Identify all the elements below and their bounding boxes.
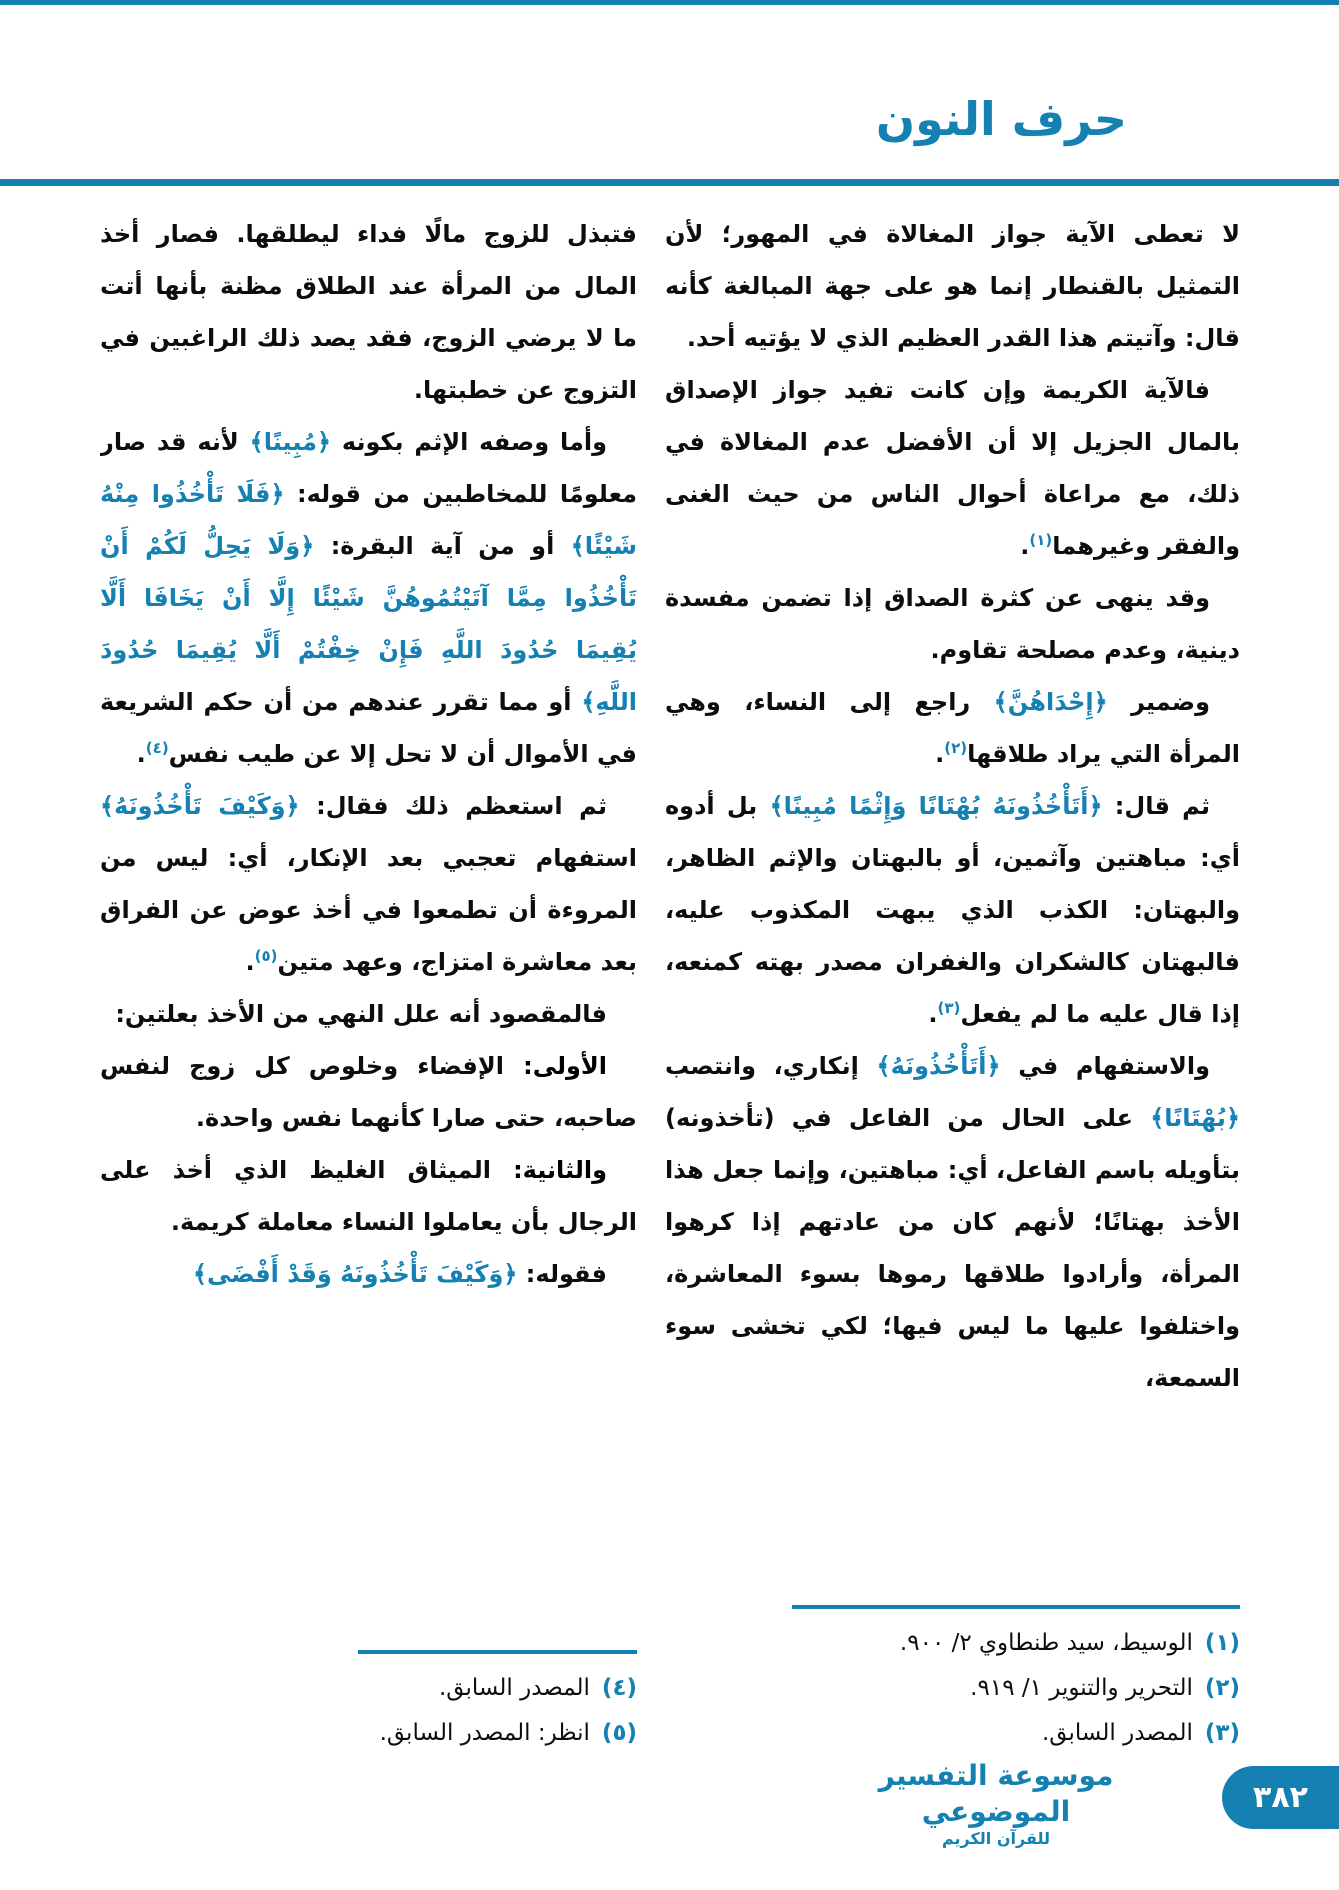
footnote-ref: (٥): [254, 947, 278, 965]
paragraph: [665, 364, 1240, 572]
header-divider: [0, 179, 1339, 186]
body-text: والاستفهام في: [1000, 1052, 1211, 1080]
body-text: ثم استعظم ذلك فقال:: [299, 792, 607, 820]
quran-quote: ﴿وَلَا يَحِلُّ لَكُمْ أَنْ تَأْخُذُوا مِمَّا آتَيْتُمُوهُنَّ شَيْئًا إِلَّا أَنْ يَخَافَا أَلَّا يُقِيمَا حُدُودَ اللَّهِ فَإِنْ خِفْتُمْ أَلَّا يُقِيمَا حُدُودَ اللَّهِ﴾: [100, 532, 637, 716]
body-text: أو مما تقرر عندهم من أن حكم الشريعة في الأموال أن لا تحل إلا عن طيب نفس: [100, 688, 637, 768]
paragraph: [100, 416, 637, 780]
body-text: أو من آية البقرة:: [314, 532, 571, 560]
footnote-divider: [792, 1605, 1241, 1609]
quran-quote: ﴿فَلَا تَأْخُذُوا مِنْهُ شَيْئًا﴾: [100, 480, 637, 560]
quran-quote: ﴿أَتَأْخُذُونَهُ﴾: [876, 1052, 1001, 1080]
body-text: وضمير: [1107, 688, 1211, 716]
quran-quote: ﴿بُهْتَانًا﴾: [1150, 1104, 1240, 1132]
body-text: بل أدوه أي: مباهتين وآثمين، أو بالبهتان والإثم الظاهر، والبهتان: الكذب الذي يبهت المكذوب عليه، فالبهتان كالشكران والغفران مصدر بهته كمنعه، إذا قال عليه ما لم يفعل: [665, 792, 1240, 1028]
footnote-number: (١): [1204, 1630, 1240, 1656]
quran-quote: ﴿وَكَيْفَ تَأْخُذُونَهُ﴾: [100, 792, 300, 820]
page-content: [100, 208, 1240, 1756]
paragraph: [100, 988, 637, 1040]
column-right-paragraphs: [665, 208, 1240, 1599]
footnote: [665, 1621, 1240, 1666]
paragraph: [100, 1144, 637, 1248]
column-right: [665, 208, 1240, 1756]
footnote-text: الوسيط، سيد طنطاوي ٢/ ٩٠٠.: [899, 1630, 1193, 1656]
body-text: استفهام تعجبي بعد الإنكار، أي: ليس من المروءة أن تطمعوا في أخذ عوض عن الفراق بعد معاشرة امتزاج، وعهد متين: [100, 844, 637, 976]
chapter-heading: حرف النون: [875, 92, 1127, 146]
paragraph: [100, 208, 637, 416]
footnote-number: (٢): [1204, 1675, 1240, 1701]
paragraph: [665, 1040, 1240, 1404]
publisher-logo: [821, 1758, 1171, 1848]
body-text: راجع إلى النساء، وهي المرأة التي يراد طلاقها: [665, 688, 1240, 768]
body-text: لا تعطى الآية جواز المغالاة في المهور؛ لأن التمثيل بالقنطار إنما هو على جهة المبالغة كأنه قال: وآتيتم هذا القدر العظيم الذي لا يؤتيه أحد.: [665, 220, 1240, 352]
paragraph: [665, 572, 1240, 676]
body-text: الميثاق الغليظ الذي أخذ على الرجال بأن يعاملوا النساء معاملة كريمة.: [100, 1156, 637, 1236]
paragraph: [100, 1040, 637, 1144]
quran-quote: ﴿وَكَيْفَ تَأْخُذُونَهُ وَقَدْ أَفْضَى﴾: [192, 1260, 518, 1288]
column-left-paragraphs: [100, 208, 637, 1644]
body-text: وقد ينهى عن كثرة الصداق إذا تضمن مفسدة دينية، وعدم مصلحة تقاوم.: [665, 584, 1240, 664]
footnote-text: المصدر السابق.: [1041, 1720, 1193, 1746]
quran-quote: ﴿مُبِينًا﴾: [249, 428, 332, 456]
body-text: فقوله:: [517, 1260, 607, 1288]
footnote: [665, 1666, 1240, 1711]
column-right-footnote-list: [665, 1621, 1240, 1756]
page-number: ٣٨٢: [1253, 1780, 1308, 1815]
body-text: الإفضاء وخلوص كل زوج لنفس صاحبه، حتى صارا كأنهما نفس واحدة.: [100, 1052, 637, 1132]
footnote: [665, 1711, 1240, 1756]
body-text: إنكاري، وانتصب: [665, 1052, 877, 1080]
paragraph: [100, 1248, 637, 1300]
publisher-logo-title: موسوعة التفسير الموضوعي: [878, 1759, 1114, 1829]
column-left: [100, 208, 637, 1756]
paragraph: [665, 676, 1240, 780]
emphasis-text: الأولى:: [523, 1052, 607, 1080]
body-text: فالآية الكريمة وإن كانت تفيد جواز الإصداق بالمال الجزيل إلا أن الأفضل عدم المغالاة في ذلك، مع مراعاة أحوال الناس من حيث الغنى والفقر وغيرهما: [665, 376, 1240, 560]
body-text: فتبذل للزوج مالًا فداء ليطلقها. فصار أخذ المال من المرأة عند الطلاق مظنة بأنها أتت ما لا يرضي الزوج، فقد يصد ذلك الراغبين في التزوج عن خطبتها.: [100, 220, 637, 404]
emphasis-text: والثانية:: [513, 1156, 607, 1184]
footnote-number: (٥): [601, 1720, 637, 1746]
column-left-footnote-list: [100, 1666, 637, 1756]
footnote-text: انظر: المصدر السابق.: [379, 1720, 590, 1746]
body-text: .: [928, 1000, 938, 1028]
publisher-logo-subtitle: للقرآن الكريم: [941, 1828, 1051, 1848]
body-text: فالمقصود أنه علل النهي من الأخذ بعلتين:: [115, 1000, 607, 1028]
footnote-ref: (١): [1029, 531, 1053, 549]
body-text: ثم قال:: [1102, 792, 1210, 820]
footnote-number: (٤): [601, 1675, 637, 1701]
quran-quote: ﴿أَتَأْخُذُونَهُ بُهْتَانًا وَإِثْمًا مُبِينًا﴾: [769, 792, 1103, 820]
body-text: .: [136, 740, 146, 768]
body-text: على الحال من الفاعل في (تأخذونه) بتأويله باسم الفاعل، أي: مباهتين، وإنما جعل هذا الأخذ بهتانًا؛ لأنهم كان من عادتهم إذا كرهوا المرأة، وأرادوا طلاقها رموها بسوء المعاشرة، واختلفوا عليها ما ليس فيها؛ لكي تخشى سوء السمعة،: [665, 1104, 1240, 1392]
paragraph: [665, 208, 1240, 364]
paragraph: [100, 780, 637, 988]
top-border: [0, 0, 1339, 5]
footnote-number: (٣): [1204, 1720, 1240, 1746]
paragraph: [665, 780, 1240, 1040]
column-right-footnotes: [665, 1599, 1240, 1756]
body-text: .: [1020, 532, 1030, 560]
footnote-divider: [358, 1650, 637, 1654]
footnote-text: المصدر السابق.: [438, 1675, 590, 1701]
footnote-ref: (٣): [937, 999, 961, 1017]
body-text: وأما وصفه الإثم بكونه: [331, 428, 607, 456]
footnote: [100, 1666, 637, 1711]
footnote-ref: (٤): [145, 739, 169, 757]
footnote-text: التحرير والتنوير ١/ ٩١٩.: [970, 1675, 1193, 1701]
body-text: .: [935, 740, 945, 768]
page-number-badge: [1222, 1766, 1339, 1829]
body-text: لأنه قد صار معلومًا للمخاطبين من قوله:: [100, 428, 637, 508]
column-left-footnotes: [100, 1644, 637, 1756]
quran-quote: ﴿إِحْدَاهُنَّ﴾: [993, 688, 1108, 716]
footnote-ref: (٢): [944, 739, 968, 757]
body-text: .: [245, 948, 255, 976]
footnote: [100, 1711, 637, 1756]
